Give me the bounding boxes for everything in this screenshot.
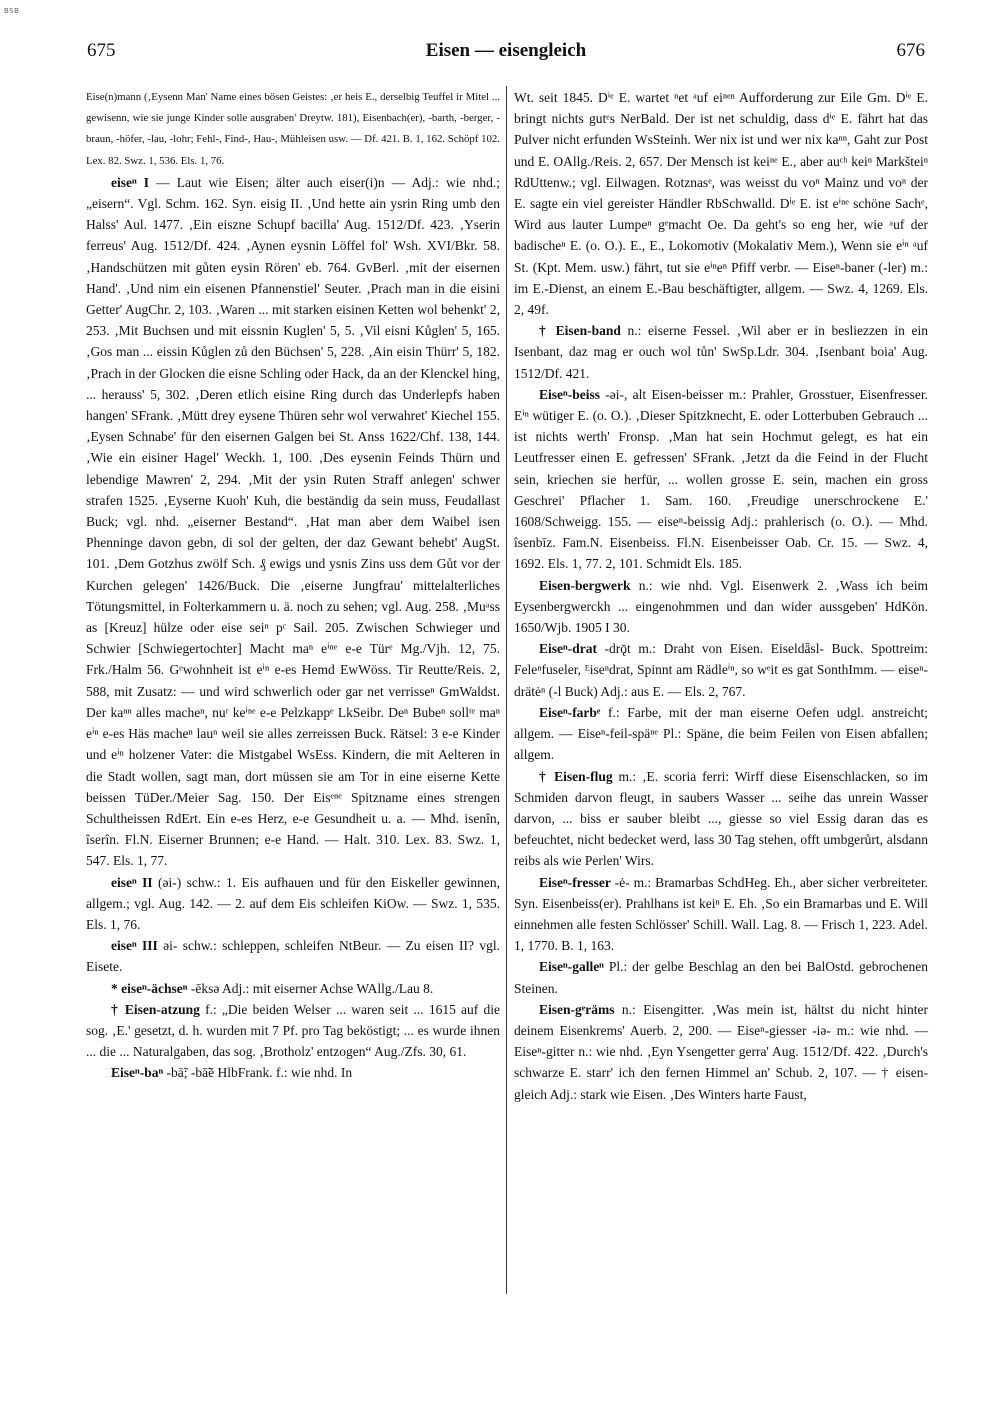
- entry-text: -drǭt m.: Draht von Eisen. Eiseldǟsl- Buck. Spottreim: Feleⁿfuseler, ᴱiseⁿdrat, Spinnt am Rädleⁱⁿ, so wᵉit es gat SonthImm. — eiseⁿ-drätėⁿ (-l Buck) Adj.: aus E. — Els. 2, 767.: [514, 641, 928, 699]
- entry-headword: † Eisen-band: [539, 323, 621, 339]
- dictionary-entry: [86, 999, 500, 1063]
- entry-text: Pl.: der gelbe Beschlag an den bei BalOstd. gebrochenen Steinen.: [514, 959, 928, 996]
- dictionary-entry: [514, 87, 928, 320]
- entry-text: Eise(n)mann (‚Eysenn Man' Name eines bösen Geistes: ‚er heis E., derselbig Teuffel ir Mitel ... gewisenn, wie sie junge Kinder solle ausgraben' Dreytw. 181), Eisenbach(er), -barth, -berger, -braun, -höfer, -lau, -lohr; Fehl-, Find-, Hau-, Mühleisen usw. — Df. 421. B. 1, 162. Schöpf 102. Lex. 82. Swz. 1, 536. Els. 1, 76.: [86, 91, 500, 167]
- entry-text: f.: „Die beiden Welser ... waren seit ... 1615 auf die sog. ‚E.' gesetzt, d. h. wurden mit 7 Pf. pro Tag beköstigt; ... es wurde ihnen ... die ... Naturalgaben, das sog. ‚Brotholz' entzogen“ Aug./Zfs. 30, 61.: [86, 1001, 500, 1060]
- dictionary-entry: [86, 87, 500, 172]
- library-stamp: BSB: [4, 7, 20, 15]
- dictionary-entry: [514, 575, 928, 639]
- entry-headword: † Eisen-flug: [539, 768, 613, 784]
- entry-text: n.: Eisengitter. ‚Was mein ist, hältst du nicht hinter deinem Eisenkrems' Auerb. 2, 200. — Eiseⁿ-giesser -iə- m.: wie nhd. — Eiseⁿ-gitter n.: wie nhd. ‚Eyn Ysengetter gerra' Aug. 1512/Df. 422. ‚Durch's schwarze E. starr' ich den fernen Himmel an' Schub. 2, 107. — † eisen-gleich Adj.: stark wie Eisen. ‚Des Winters harte Faust,: [514, 1001, 928, 1102]
- entry-headword: Eiseⁿ-farbᵉ: [539, 704, 601, 720]
- entry-headword: Eiseⁿ-beiss: [539, 386, 600, 402]
- dictionary-entry: [514, 320, 928, 384]
- dictionary-entry: [514, 956, 928, 998]
- dictionary-entry: [514, 872, 928, 957]
- entry-text: -ēksə Adj.: mit eiserner Achse WAllg./Lau 8.: [187, 980, 434, 996]
- left-column: [86, 87, 500, 1084]
- page-number-right: 676: [896, 40, 925, 61]
- entry-text: -ė- m.: Bramarbas SchdHeg. Eh., aber sicher verbreiteter. Syn. Eisenbeiss(er). Prahlhans ist keiⁿ E. Eh. ‚So ein Bramarbas und E. Will einnehmen alle festen Schlösser' Schill. Wall. Lag. 8. — Frisch 1, 223. Adel. 1, 1770. B. 1, 163.: [514, 874, 928, 954]
- dictionary-entry: [86, 978, 500, 999]
- entry-headword: Eiseⁿ-fresser: [539, 874, 611, 890]
- entry-text: -əi-, alt Eisen-beisser m.: Prahler, Grosstuer, Eisenfresser. Eⁱⁿ wütiger E. (o. O.). ‚Dieser Spitzknecht, E. oder Lotterbuben Gebrauch ... ist nichts werth' Fronsp. ‚Man hat sein Hochmut gelegt, es hat ein Leutfresser einen E. gefressen' SFrank. ‚Jetzt da die Feind in der Flucht sein, kriechen sie herfür, ... wollen grosse E. sein, machen ein gross Geschrei' Pflacher 1. Sam. 160. ‚Freudige unerschrockene E.' 1608/Schweigg. 155. — eiseⁿ-beissig Adj.: prahlerisch (o. O.). — Mhd. îsenbīz. Fam.N. Eisenbeiss. Fl.N. Eisenbeisser Oab. Cr. 15. — Swz. 4, 1692. Els. 1, 77. 2, 101. Schmidt Els. 185.: [514, 386, 928, 572]
- dictionary-entry: [86, 935, 500, 977]
- entry-text: Wt. seit 1845. Dⁱᵉ E. wartet ⁿet ᵃuf eiⁿᵉⁿ Aufforderung zur Eile Gm. Dⁱᵉ E. bringt nichts gutᵉs NerBald. Der ist net schuldig, dass dⁱᵉ E. fährt hat das Pulver nicht erfunden WsSteinh. Wer nix ist und wer nix kaⁿⁿ, Gaht zur Post und E. OAllg./Reis. 2, 657. Der Mensch ist keiⁿᵉ E., aber auᶜʰ keiⁿ Markšteiⁿ RdUttenw.; vgl. Eilwagen. Rotznasᵉ, was weisst du voⁿ Mainz und voⁿ der E. sagte ein viel gereister Händler RbSchwalld. Dⁱᵉ E. ist eⁱⁿᵉ schöne Sachᵉ, Wird aus lauter Lumpeⁿ gᵉmacht Oe. Da geht's so eng her, wie ᵃuf der badischeⁿ E. (o. O.). E., E., Lokomotiv (Mokalativ Mem.), Wenn sie eⁱⁿ ᵃuf St. (Kpt. Mem. usw.) fährt, tut sie eⁱⁿeⁿ Pfiff verbr. — Eiseⁿ-baner (-ler) m.: im E.-Dienst, an einem E.-Bau beschäftigter, allgem. — Swz. 4, 1269. Els. 2, 49f.: [514, 90, 928, 318]
- dictionary-entry: [514, 702, 928, 766]
- entry-headword: Eisen-bergwerk: [539, 577, 631, 593]
- entry-text: əi- schw.: schleppen, schleifen NtBeur. — Zu eisen II? vgl. Eisete.: [86, 938, 500, 975]
- column-divider: [506, 86, 507, 1294]
- entry-headword: eiseⁿ II: [111, 874, 153, 890]
- entry-headword: † Eisen-atzung: [111, 1001, 200, 1017]
- dictionary-entry: [86, 872, 500, 936]
- entry-text: m.: ‚E. scoria ferri: Wirff diese Eisenschlacken, so im Schmiden darvon fleugt, in saubers Wasser ... seihe das unrein Wasser darvon, ... biss er sauber bleibt ..., giesse so viel Essig daran das es befeuchtet, nicht bedecket werd, lass 30 Tag stehen, offt umbgerůrt, alsdann reibs als wie Perlen' Wirs.: [514, 768, 928, 869]
- dictionary-entry: [86, 172, 500, 872]
- entry-headword: Eiseⁿ-galleⁿ: [539, 959, 604, 975]
- entry-text: n.: wie nhd. Vgl. Eisenwerk 2. ‚Wass ich beim Eysenbergwerckh ... eingenohmmen und dan wider aussgeben' HdKön. 1650/Wjb. 1905 I 30.: [514, 577, 928, 636]
- entry-text: -bā̃; -bā̃ē HlbFrank. f.: wie nhd. In: [163, 1065, 353, 1081]
- dictionary-entry: [514, 999, 928, 1105]
- entry-headword: Eiseⁿ-drat: [539, 641, 597, 657]
- entry-headword: * eiseⁿ-ächseⁿ: [111, 980, 188, 996]
- right-column: [514, 87, 928, 1105]
- dictionary-entry: [514, 766, 928, 872]
- entry-headword: eiseⁿ I: [111, 174, 150, 190]
- page-header: [87, 40, 925, 72]
- entry-text: — Laut wie Eisen; älter auch eiser(i)n — Adj.: wie nhd.; „eisern“. Vgl. Schm. 162. Syn. eisig II. ‚Und hette ain ysrin Ring umb den Halss' Aul. 1477. ‚Ein eiszne Schupf bacilla' Aug. 1512/Df. 423. ‚Yserin ferreus' Aug. 1512/Df. 424. ‚Aynen eysnin Löffel fol' Wsh. XVI/Bkr. 58. ‚Handschützen mit gůten eysin Rören' eb. 764. GvBerl. ‚mit der eisernen Hand'. ‚Und nim ein eisenen Pfannenstiel' Seuter. ‚Prach man in die eisini Getter' AugChr. 2, 103. ‚Waren ... mit starken eisinen Ketten wol behenkt' 2, 253. ‚Mit Buchsen und mit eissnin Kuglen' 5, 5. ‚Vil eisni Kůglen' 5, 165. ‚Gos man ... eissin Kůglen zů den Büchsen' 5, 228. ‚Ain eisin Thürr' 5, 182. ‚Prach in der Glocken die eisne Schling oder Hack, da an der Klenckel hing, ... herauss' 5, 302. ‚Deren etlich eisine Ring durch das Underlepfs haben hangen' SFrank. ‚Mütt drey eysene Thüren sehr wol verwahret' Kiechel 155. ‚Eysen Schnabe' für den eisernen Galgen bei St. Anss 1622/Chf. 138, 144. ‚Wie ein eisiner Hagel' Weckh. 1, 100. ‚Des eysenin Feinds Thürn und lebendige Mawren' 2, 294. ‚Mit der ysin Ruten Straff anlegen' schwer strafen 1525. ‚Eyserne Kuoh' Kuh, die beständig da sein muss, Feudallast Buck; vgl. nhd. „eiserner Bestand“. ‚Hat man aber dem Waibel isen Phenninge davon gebn, di sol der gelten, der daz Gewant behebt' AugSt. 101. ‚Dem Gotzhus zwölf Sch. ₰ ewigs und ysnis Zins uss dem Gůt vor der Kurchen gelegen' 1426/Buck. Die ‚eiserne Jungfrau' mittelalterliches Tötungsmittel, in Folterkammern u. ä. noch zu sehen; vgl. Aug. 258. ‚Muᵃss as [Kreuz] hülze oder eise seiⁿ pᶜ Sail. 205. Zwischen Schwieger und Schwier [Schwiegertochter] Macht maⁿ eⁱⁿᵉ e-e Türᵉ Mg./Vjh. 12, 75. Frk./Halm 56. Gᵉwohnheit ist eⁱⁿ e-es Hemd EwWöss. Tir Reutte/Reis. 2, 588, mit Zusatz: — und wird schwerlich oder gar net verrisseⁿ GmWaldst. Der kaⁿⁿ alles macheⁿ, nuʳ keⁱⁿᵉ e-e Pelzkappᵉ LkSeibr. Deⁿ Bubeⁿ sollᵗᵉ maⁿ eⁱⁿ e-es Häs macheⁿ lauⁿ weil sie alles zerreissen Buck. Rätsel: 3 e-e Kinder und eⁱⁿ holzener Vater: die Mistgabel WsEss. Kindern, die mit Aelteren in die Stadt wollen, sagt man, dort müssen sie am Tor in eine eiserne Kette beissen TüDer./Meier Sag. 150. Der Eisᵉⁿᵉ Spitzname eines strengen Schultheissen RdErt. Ein e-es Herz, e-e Gesundheit u. a. — Mhd. isenîn, îserîn. Fl.N. Eiserner Brunnen; e-e Hand. — Halt. 310. Lex. 83. Swz. 1, 547. Els. 1, 77.: [86, 174, 500, 869]
- entry-text: f.: Farbe, mit der man eiserne Oefen udgl. anstreicht; allgem. — Eiseⁿ-feil-späⁿᵉ Pl.: Späne, die beim Feilen von Eisen abfallen; allgem.: [514, 704, 928, 763]
- dictionary-entry: [514, 638, 928, 702]
- page-number-left: 675: [87, 40, 116, 61]
- entry-headword: Eisen-gᵉräms: [539, 1001, 615, 1017]
- dictionary-entry: [86, 1062, 500, 1083]
- running-title: Eisen — eisengleich: [425, 40, 587, 61]
- entry-headword: eiseⁿ III: [111, 938, 158, 954]
- entry-headword: Eiseⁿ-baⁿ: [111, 1065, 164, 1081]
- dictionary-entry: [514, 384, 928, 575]
- entry-text: (əi-) schw.: 1. Eis aufhauen und für den Eiskeller gewinnen, allgem.; vgl. Aug. 142. — 2. auf dem Eis schleifen KiOw. — Swz. 1, 535. Els. 1, 76.: [86, 874, 500, 932]
- entry-text: n.: eiserne Fessel. ‚Wil aber er in besliezzen in ein Isenbant, daz mag er ouch wol tůn' SwSp.Ldr. 304. ‚Isenbant boia' Aug. 1512/Df. 421.: [514, 323, 928, 381]
